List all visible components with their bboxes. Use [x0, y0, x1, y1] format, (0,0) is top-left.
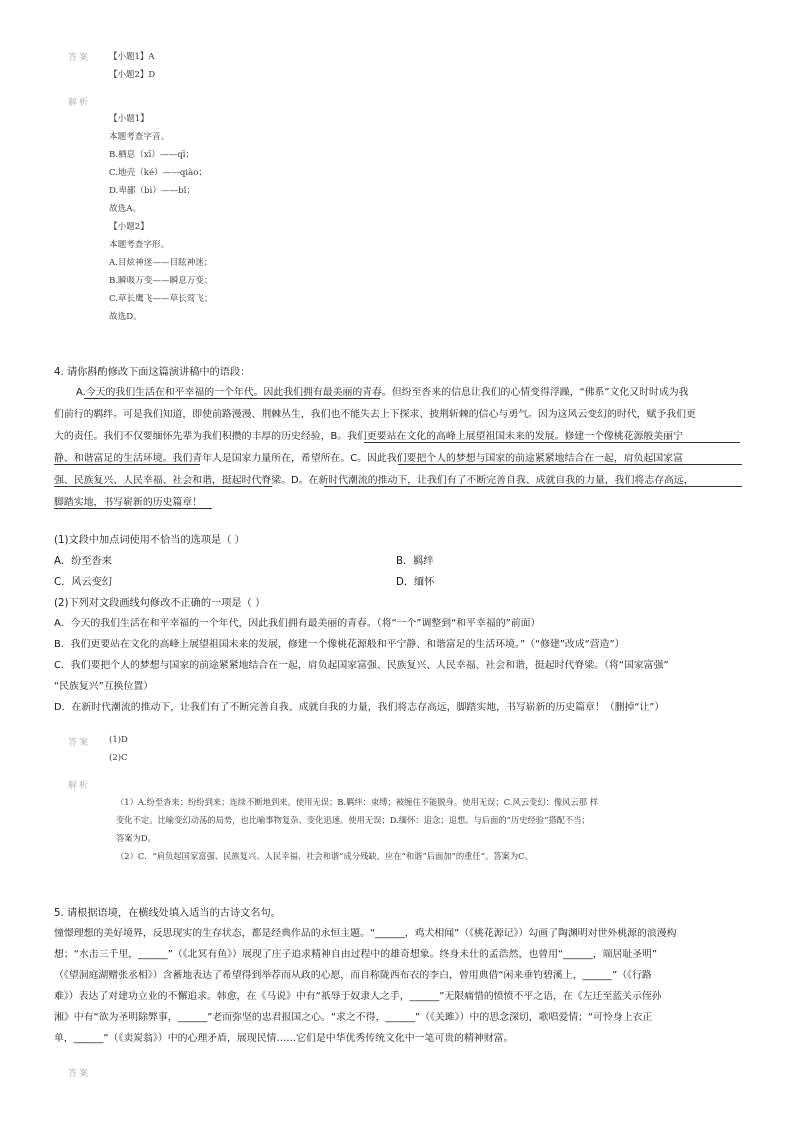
underline-mark	[54, 486, 272, 487]
analysis-line: 本题考查字音。	[109, 132, 170, 142]
analysis-label: 解析	[68, 781, 91, 791]
passage-line: 静、和谐富足的生活环境。我们青年人是国家力量所在，希望所在。C。因此我们要把个人的梦想与国家的前途紧紧地结合在一起，肩负起国家富	[54, 453, 684, 464]
option-d: D．缅怀	[396, 577, 435, 588]
question-title: 5. 请根据语境，在横线处填入适当的古诗文名句。	[54, 908, 281, 919]
underline-mark	[398, 464, 742, 465]
analysis-label: 解析	[68, 98, 91, 108]
passage-line: 憧憬理想的美好境界，反思现实的生存状态，都是经典作品的永恒主题。“______，鸡犬相闻”（《桃花源记》）勾画了陶渊明对世外桃源的浪漫构	[54, 928, 677, 939]
underline-mark	[54, 508, 212, 509]
analysis-line: （1）A.纷至沓来：纷纷到来；连续不断地到来。使用无误；B.羁绊：束缚；被缠住不能脱身。使用无误；C.风云变幻：像风云那 样	[116, 797, 599, 807]
analysis-line: 【小题2】	[109, 222, 149, 232]
answer-line: 【小题1】A	[109, 52, 155, 62]
underline-mark	[364, 442, 740, 443]
passage-line: 湘》中有“欲为圣明除弊事，______”老而弥坚的忠君报国之心。“求之不得，______”（《关雎》）中的思念深切，歌唱爱情；“可怜身上衣正	[54, 1012, 653, 1023]
underline-mark	[84, 398, 380, 399]
option-b: B．羁绊	[396, 556, 434, 567]
answer-line: (1)D	[109, 735, 128, 745]
answer-label: 答案	[68, 53, 91, 63]
sub-question: (2)下列对文段画线句修改不正确的一项是（ ）	[54, 598, 266, 609]
analysis-line: C.地壳（ké）——qiào；	[109, 168, 207, 178]
analysis-line: A.目炫神迷——目眩神迷；	[109, 258, 213, 268]
option-d: D．在新时代潮流的推动下，让我们有了不断完善自我、成就自我的力量，我们将志存高远，脚踏实地，书写崭新的历史篇章！（删掉“让”）	[54, 702, 665, 713]
analysis-line: B.栖息（xī）——qī；	[109, 150, 195, 160]
analysis-line: 变化不定。比喻变幻动荡的局势，也比喻事物复杂、变化迅速。使用无误；D.缅怀：追念；追想。与后面的“历史经验”搭配不当；	[116, 815, 590, 825]
question-title: 4. 请你斟酌修改下面这篇演讲稿中的语段：	[54, 367, 251, 378]
analysis-line: 【小题1】	[109, 114, 149, 124]
analysis-line: 故选D。	[109, 312, 142, 322]
analysis-line: 本题考查字形。	[109, 240, 170, 250]
answer-line: (2)C	[109, 753, 128, 763]
option-c: C．我们要把个人的梦想与国家的前途紧紧地结合在一起，肩负起国家富强、民族复兴、人民幸福、社会和谐，挺起时代脊梁。（将“国家富强”	[54, 660, 669, 671]
option-c-continued: “民族复兴”互换位置）	[54, 681, 154, 692]
analysis-line: （2）C．“肩负起国家富强、民族复兴、人民幸福、社会和谐”成分残缺，应在“和谐”后面加“的重任”。答案为C。	[116, 851, 533, 861]
answer-label: 答案	[68, 1069, 91, 1079]
analysis-line: 故选A。	[109, 204, 141, 214]
answer-line: 【小题2】D	[109, 70, 156, 80]
passage-line: 单，______”（《卖炭翁》）中的心理矛盾，展现民情……它们是中华优秀传统文化中一笔可贵的精神财富。	[54, 1033, 514, 1044]
analysis-line: C.草长鹰飞——草长莺飞；	[109, 294, 213, 304]
passage-line: 强、民族复兴、人民幸福、社会和谐，挺起时代脊梁。D。在新时代潮流的推动下，让我们有了不断完善自我、成就自我的力量，我们将志存高远，	[54, 475, 694, 486]
passage-line: 想；“水击三千里，______”（《北冥有鱼》）展现了庄子追求精神自由过程中的雄奇想象。终身未仕的孟浩然，也曾用“______，端居耻圣明”	[54, 949, 658, 960]
analysis-line: 答案为D。	[116, 833, 156, 843]
passage-line: 们前行的羁绊。可是我们知道，即使前路漫漫、荆棘丛生，我们也不能失去上下探求、披荆斩棘的信心与勇气。因为这风云变幻的时代，赋予我们更	[54, 409, 696, 420]
underline-mark	[54, 464, 200, 465]
passage-line: （《望洞庭湖赠张丞相》）含蓄地表达了希望得到举荐而从政的心愿，而自称陇西布衣的李白，曾用典借“闲来垂钓碧溪上，______”（《行路	[54, 970, 652, 981]
passage-line: 大的责任。我们不仅要缅怀先辈为我们积攒的丰厚的历史经验，B。我们更要站在文化的高峰上展望祖国未来的发展。修建一个像桃花源般美丽宁	[54, 431, 683, 442]
analysis-line: D.卑鄙（bì）——bǐ；	[109, 186, 195, 196]
passage-line: A.今天的我们生活在和平幸福的一个年代。因此我们拥有最美丽的青春。但纷至沓来的信息让我们的心情变得浮躁，“佛系”文化又时时成为我	[76, 387, 689, 398]
passage-line: 脚踏实地，书写崭新的历史篇章！	[54, 497, 203, 508]
sub-question: (1)文段中加点词使用不恰当的选项是（ ）	[54, 535, 245, 546]
answer-label: 答案	[68, 738, 91, 748]
option-a: A．纷至沓来	[54, 556, 112, 567]
underline-mark	[324, 486, 742, 487]
analysis-line: B.瞬吸万变——瞬息万变；	[109, 276, 213, 286]
option-c: C．风云变幻	[54, 577, 113, 588]
option-b: B．我们更要站在文化的高峰上展望祖国未来的发展，修建一个像桃花源般和平宁静、和谐富足的生活环境。”（“修建”改成“营造”）	[54, 639, 625, 650]
passage-line: 难》）表达了对建功立业的不懈追求。韩愈，在《马说》中有“祇辱于奴隶人之手，______”无限痛惜的愤愤不平之语，在《左迁至蓝关示侄孙	[54, 991, 662, 1002]
option-a: A．今天的我们生活在和平幸福的一个年代，因此我们拥有最美丽的青春。（将“一个”调整到“和平幸福的”前面）	[54, 618, 541, 629]
